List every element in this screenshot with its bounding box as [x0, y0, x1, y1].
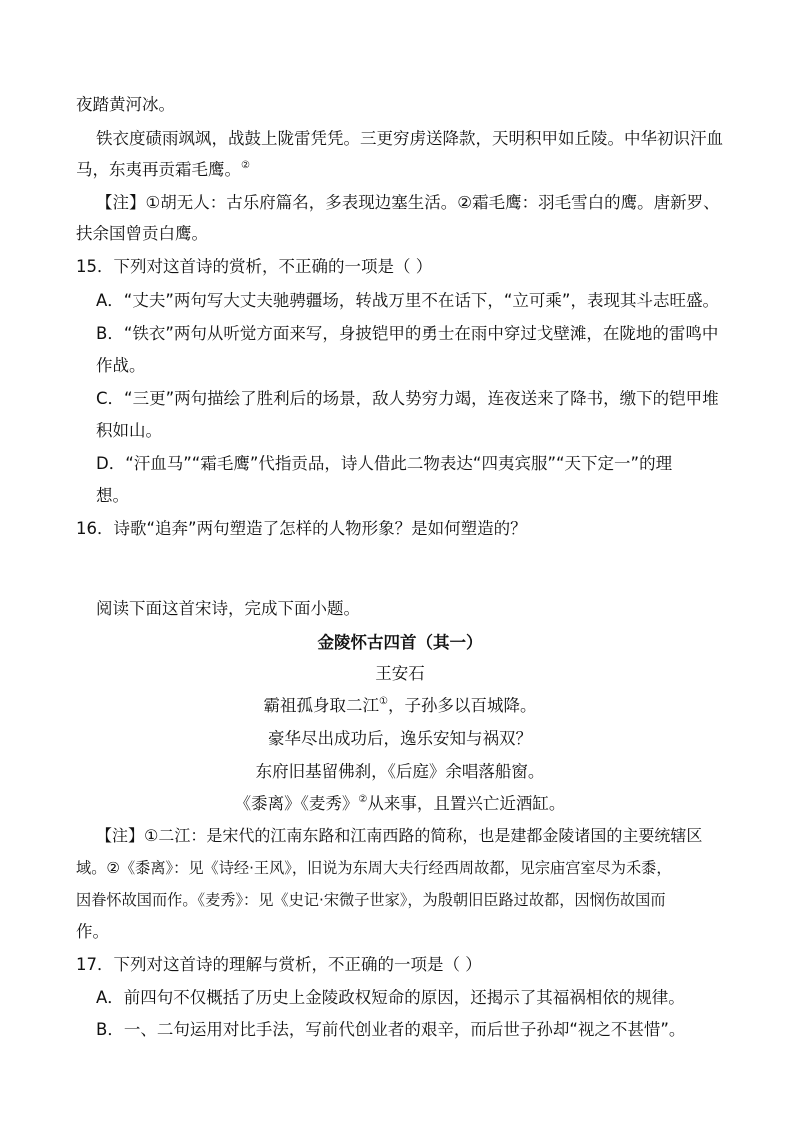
poem-line — [76, 159, 250, 181]
poem-verse-text: 从来事，且置兴亡近酒缸。 — [367, 794, 566, 813]
poem-verse-text: 《黍离》《麦秀》 — [234, 794, 359, 813]
option-c: C．“三更”两句描绘了胜利后的场景，敌人势穷力竭，连夜送来了降书，缴下的铠甲堆 — [96, 389, 719, 408]
option-d-continued: 想。 — [96, 486, 129, 505]
poem-line-text: 马，东夷再贡霜毛鹰。 — [76, 160, 241, 179]
question-15-stem: 15．下列对这首诗的赏析，不正确的一项是（ ） — [76, 257, 433, 276]
poem-verse — [0, 695, 800, 717]
footnote-mark: ① — [379, 695, 388, 707]
question-17-stem: 17．下列对这首诗的理解与赏析，不正确的一项是（ ） — [76, 955, 482, 974]
footnote-mark: ② — [241, 159, 250, 171]
option-b-continued: 作战。 — [96, 356, 146, 375]
question-16-stem: 16．诗歌“追奔”两句塑造了怎样的人物形象？是如何塑造的？ — [76, 519, 527, 538]
option-d: D．“汗血马”“霜毛鹰”代指贡品，诗人借此二物表达“四夷宾服”“天下定一”的理 — [96, 454, 673, 473]
poem-verse: 豪华尽出成功后，逸乐安知与祸双？ — [268, 729, 532, 748]
poem-author: 王安石 — [375, 664, 425, 683]
annotation-line: 扶余国曾贡白鹰。 — [76, 224, 208, 243]
footnote-mark: ② — [358, 793, 368, 805]
option-b: B．一、二句运用对比手法，写前代创业者的艰辛，而后世子孙却“视之不甚惜”。 — [96, 1020, 686, 1039]
option-c-continued: 积如山。 — [96, 421, 162, 440]
poem-line: 夜踏黄河冰。 — [76, 95, 175, 114]
poem-title: 金陵怀古四首（其一） — [317, 633, 483, 652]
option-b: B．“铁衣”两句从听觉方面来写，身披铠甲的勇士在雨中穿过戈壁滩，在陇地的雷鸣中 — [96, 324, 719, 343]
annotation-line: 【注】①胡无人：古乐府篇名，多表现边塞生活。②霜毛鹰：羽毛雪白的鹰。唐新罗、 — [96, 193, 720, 212]
option-a: A．前四句不仅概括了历史上金陵政权短命的原因，还揭示了其福祸相依的规律。 — [96, 988, 685, 1007]
poem-verse-text: 霸祖孤身取二江 — [263, 696, 380, 715]
annotation-line: 因眷怀故国而作。《麦秀》：见《史记·宋微子世家》，为殷朝旧臣路过故都，因悯伤故国而 — [76, 891, 666, 909]
poem-line: 铁衣度碛雨飒飒，战鼓上陇雷凭凭。三更穷虏送降款，天明积甲如丘陵。中华初识汗血 — [96, 129, 723, 148]
annotation-line: 域。②《黍离》：见《诗经·王风》，旧说为东周大夫行经西周故都，见宗庙宫室尽为禾黍， — [76, 859, 672, 877]
annotation-line: 【注】①二江：是宋代的江南东路和江南西路的简称，也是建都金陵诸国的主要统辖区 — [96, 826, 703, 845]
reading-intro: 阅读下面这首宋诗，完成下面小题。 — [96, 599, 360, 618]
poem-verse — [0, 793, 800, 815]
poem-verse: 东府旧基留佛刹，《后庭》余唱落船窗。 — [255, 762, 545, 781]
poem-verse-text: ，子孙多以百城降。 — [387, 696, 537, 715]
option-a: A．“丈夫”两句写大丈夫驰骋疆场，转战万里不在话下，“立可乘”，表现其斗志旺盛。 — [96, 291, 719, 310]
annotation-line: 作。 — [76, 922, 109, 941]
